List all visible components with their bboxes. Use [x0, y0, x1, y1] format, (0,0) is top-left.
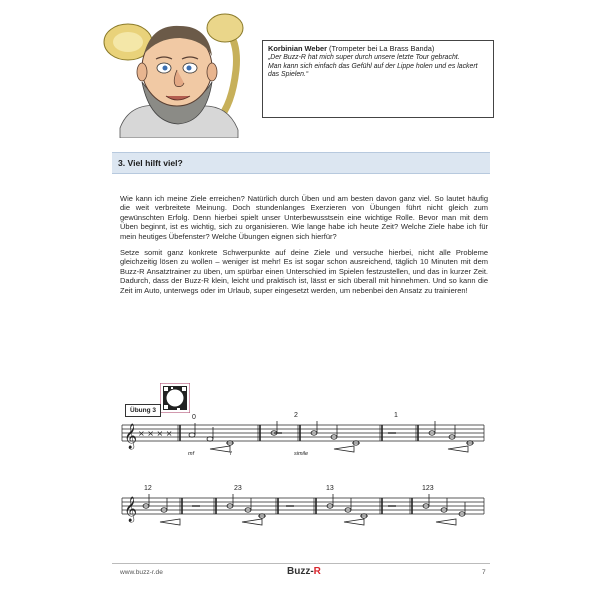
- quote-role: (Trompeter bei La Brass Banda): [327, 44, 435, 53]
- quote-line: Man kann sich einfach das Gefühl auf der Lippe holen und es lackert: [268, 62, 478, 70]
- rhythm-slashes: × × × ×: [138, 429, 173, 438]
- section-heading-bar: [112, 152, 490, 174]
- footer-url: www.buzz-r.de: [120, 569, 163, 576]
- quote-attribution: [268, 44, 488, 53]
- section-title: 3. Viel hilft viel?: [118, 158, 183, 168]
- exercise-label: Übung 3: [125, 404, 161, 417]
- dynamic-marking: mf: [188, 451, 195, 457]
- quote-line: „Der Buzz-R hat mich super durch unsere letzte Tour gebracht.: [268, 54, 460, 61]
- quote-box: [262, 40, 494, 118]
- treble-clef-icon: 𝄞: [124, 497, 138, 522]
- quote-line: das Spielen.“: [268, 71, 309, 79]
- paragraph: Setze somit ganz konkrete Schwerpunkte auf deine Ziele und versuche hierbei, nicht alle Probleme gleichzeitig lösen zu wollen – weniger ist mehr! Es ist sogar schon ausreichend, täglich 10 Minuten mit dem Buzz-R Ansatztrainer zu üben, um spürbar einen Unterschied im Spielen festzustellen, und das in kurzer Zeit. Dadurch, dass der Buzz-R klein, leicht und praktisch ist, lässt er sich überall mit hinnehmen. Und so kann die Zeit im Auto, unterwegs oder im Urlaub, super eingesetzt werden, um nebenbei den Ansatz zu trainieren!: [120, 248, 488, 295]
- quote-name: Korbinian Weber: [268, 44, 327, 53]
- trumpeter-caricature-illustration: [100, 10, 250, 138]
- dynamic-marking: simile: [294, 451, 309, 457]
- exercise-number: 1: [394, 412, 398, 419]
- music-staff-row-1: [118, 405, 488, 465]
- exercise-number: 0: [192, 414, 196, 421]
- paragraph: Wie kann ich meine Ziele erreichen? Natürlich durch Üben und am besten davon ganz viel. So lautet häufig die weit verbreitete Meinung. Doch stundenlanges Exerzieren von Übungen führt nicht gleich zum gewünschten Erfolg. Denn hierbei spielt unser Unterbewusstsein eine wichtige Rolle. Bevor man mit dem Üben beginnt, ist es wichtig, sich zu organisieren. Wie lange habe ich heute Zeit? Welche Ziele habe ich für mein heutiges Übefenster? Welche Übungen eignen sich hierfür?: [120, 194, 488, 241]
- logo-accent: R: [313, 566, 321, 577]
- body-text: [120, 194, 488, 302]
- exercise-number: 23: [234, 485, 242, 492]
- logo-main: Buzz-: [287, 566, 314, 577]
- exercise-number: 13: [326, 485, 334, 492]
- quote-text: [268, 54, 488, 80]
- music-staff-row-2: [118, 478, 488, 538]
- treble-clef-icon: 𝄞: [124, 424, 138, 449]
- page-number: 7: [482, 569, 486, 576]
- exercise-number: 12: [144, 485, 152, 492]
- exercise-number: 2: [294, 412, 298, 419]
- dynamic-marking: f: [230, 451, 232, 457]
- buzz-r-logo: [287, 566, 321, 577]
- footer-rule: [112, 563, 490, 564]
- exercise-number: 123: [422, 485, 434, 492]
